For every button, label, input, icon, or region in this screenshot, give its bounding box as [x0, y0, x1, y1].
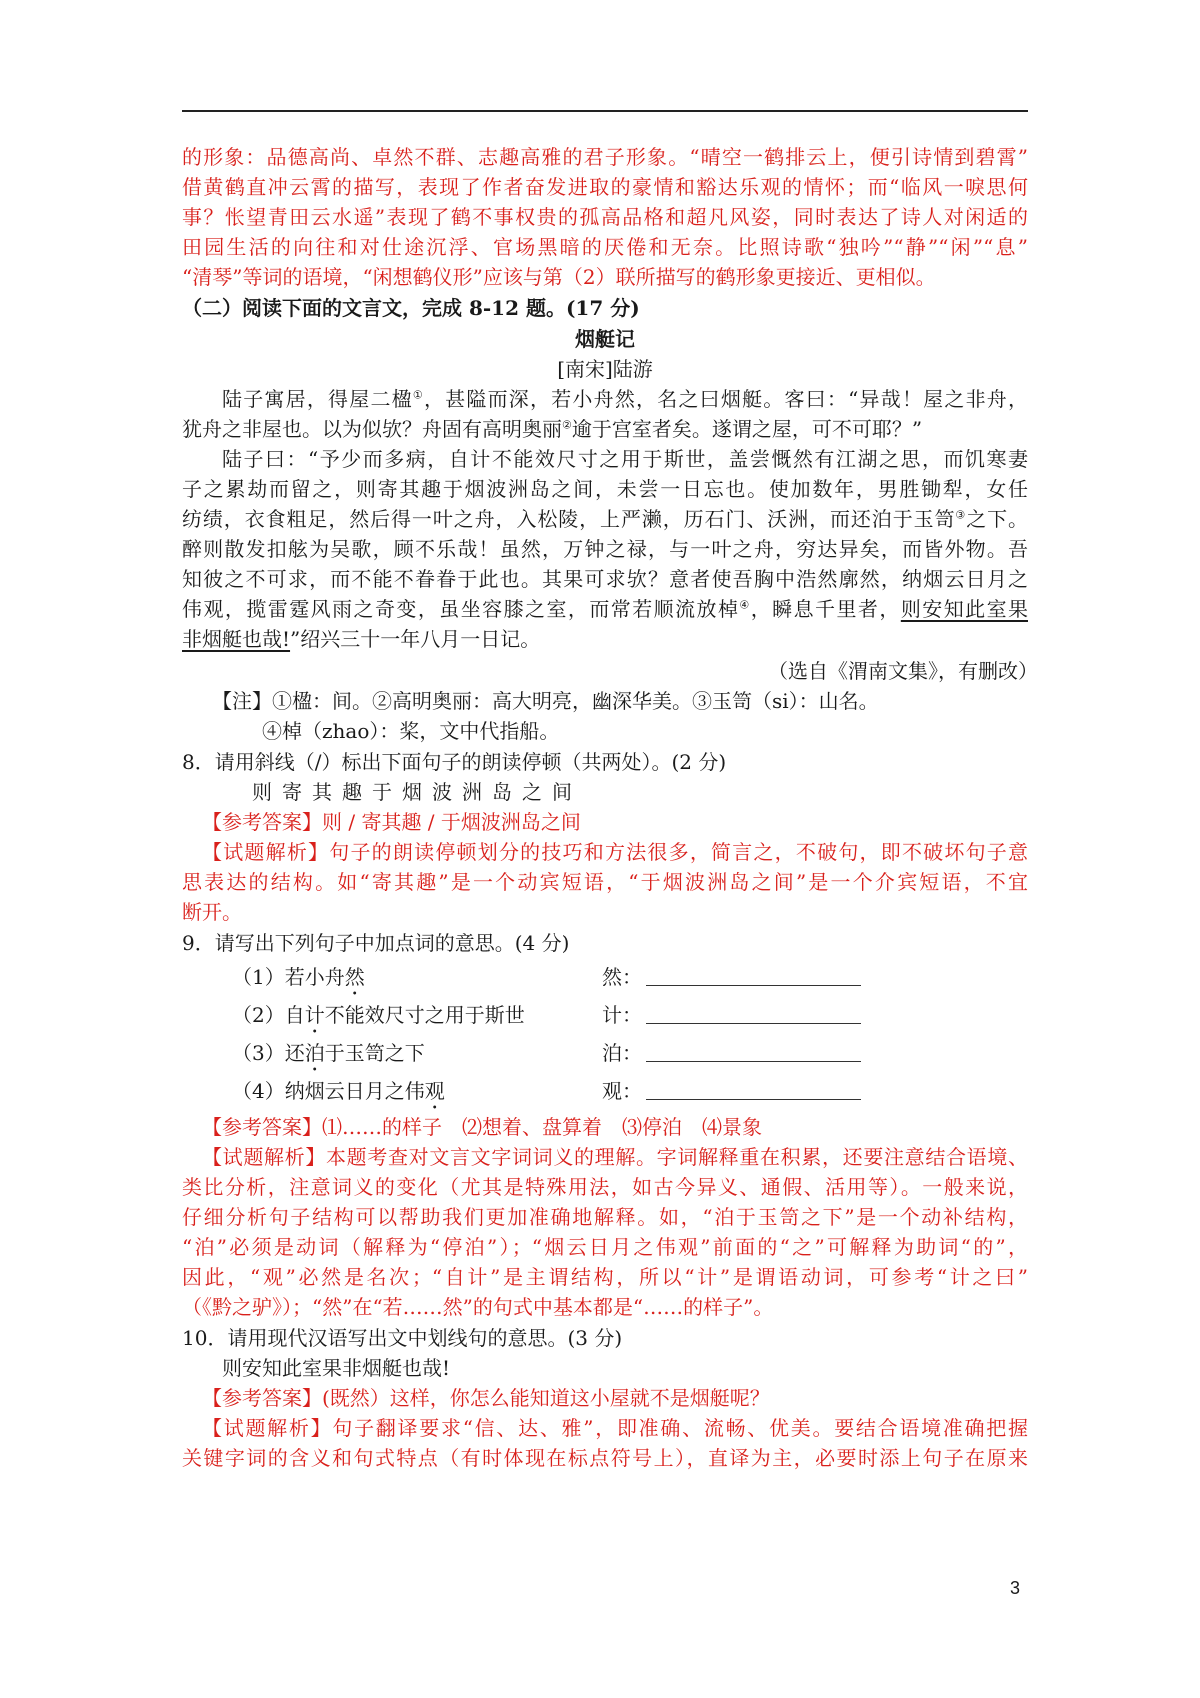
- essay-paragraph-2-line: 陆子曰：“予少而多病，自计不能效尺寸之用于斯世，盖尝慨然有江湖之思，而饥寒妻: [222, 447, 1028, 471]
- question-8-sentence: 则寄其趣于烟波洲岛之间: [252, 780, 582, 804]
- question-10: 10．请用现代汉语写出文中划线句的意思。(3 分): [182, 1326, 623, 1350]
- analysis-9-line: 类比分析，注意词义的变化（尤其是特殊用法，如古今异义、通假、活用等）。一般来说，: [182, 1175, 1028, 1199]
- section-heading: （二）阅读下面的文言文，完成 8-12 题。(17 分): [182, 296, 640, 320]
- intro-line: 借黄鹤直冲云霄的描写，表现了作者奋发进取的豪情和豁达乐观的情怀；而“临风一唳思何: [182, 175, 1028, 199]
- analysis-9-line: 因此，“观”必然是名次；“自计”是主谓结构，所以“计”是谓语动词，可参考“计之曰”: [182, 1265, 1028, 1289]
- essay-paragraph-2-line: 非烟艇也哉!”绍兴三十一年八月一日记。: [182, 627, 541, 651]
- source-citation: （选自《渭南文集》，有删改）: [768, 659, 1038, 683]
- essay-author: [南宋]陆游: [557, 357, 653, 381]
- analysis-9-line: 仔细分析句子结构可以帮助我们更加准确地解释。如，“泊于玉笥之下”是一个动补结构，: [182, 1205, 1028, 1229]
- analysis-8-line: 思表达的结构。如“寄其趣”是一个动宾短语，“于烟波洲岛之间”是一个介宾短语，不宜: [182, 870, 1028, 894]
- essay-paragraph-1-line: 犹舟之非屋也。以为似欤？舟固有高明奥丽②逾于宫室者矣。遂谓之屋，可不可耶？”: [182, 417, 923, 441]
- question-9-answer-field[interactable]: 观：: [602, 1076, 932, 1106]
- question-9-item: （1）若小舟然: [232, 965, 365, 989]
- answer-9: 【参考答案】⑴……的样子 ⑵想着、盘算着 ⑶停泊 ⑷景象: [202, 1115, 762, 1139]
- essay-paragraph-2-line: 子之累劫而留之，则寄其趣于烟波洲岛之间，未尝一日忘也。使加数年，男胜锄犁，女任: [182, 477, 1028, 501]
- notes-line: 【注】①楹：间。②高明奥丽：高大明亮，幽深华美。③玉笥（si）：山名。: [212, 689, 879, 713]
- question-9-item: （3）还泊于玉笥之下: [232, 1041, 425, 1065]
- essay-paragraph-2-line: 知彼之不可求，而不能不眷眷于此也。其果可求欤？意者使吾胸中浩然廓然，纳烟云日月之: [182, 567, 1028, 591]
- analysis-10-line: 关键字词的含义和句式特点（有时体现在标点符号上），直译为主，必要时添上句子在原来: [182, 1446, 1028, 1470]
- analysis-9-line: “泊”必须是动词（解释为“停泊”）；“烟云日月之伟观”前面的“之”可解释为助词“的”，: [182, 1235, 1028, 1259]
- analysis-8-line: 断开。: [182, 900, 242, 924]
- question-9-answer-field[interactable]: 泊：: [602, 1038, 932, 1068]
- essay-paragraph-2-line: 醉则散发扣舷为吴歌，顾不乐哉！虽然，万钟之禄，与一叶之舟，穷达异矣，而皆外物。吾: [182, 537, 1028, 561]
- intro-line: 田园生活的向往和对仕途沉浮、官场黑暗的厌倦和无奈。比照诗歌“独吟”“静”“闲”“息”: [182, 235, 1028, 259]
- notes-line: ④棹（zhao）：桨，文中代指船。: [262, 719, 560, 743]
- underlined-sentence: 则安知此室果: [900, 597, 1028, 621]
- essay-title: 烟艇记: [575, 327, 635, 351]
- question-10-sentence: 则安知此室果非烟艇也哉!: [222, 1356, 451, 1380]
- analysis-9-line: 【试题解析】本题考查对文言文字词词义的理解。字词解释重在积累，还要注意结合语境、: [202, 1145, 1028, 1169]
- analysis-9-line: （《黔之驴》）；“然”在“若……然”的句式中基本都是“……的样子”。: [182, 1295, 774, 1319]
- intro-line: 的形象：品德高尚、卓然不群、志趣高雅的君子形象。“晴空一鹤排云上，便引诗情到碧霄”: [182, 145, 1028, 169]
- intro-line: 事？怅望青田云水遥”表现了鹤不事权贵的孤高品格和超凡风姿，同时表达了诗人对闲适的: [182, 205, 1028, 229]
- essay-paragraph-2-line: 伟观，揽雷霆风雨之奇变，虽坐容膝之室，而常若顺流放棹④，瞬息千里者，则安知此室果: [182, 597, 1028, 621]
- header-rule: [182, 110, 1028, 112]
- essay-paragraph-2-line: 纺绩，衣食粗足，然后得一叶之舟，入松陵，上严濑，历石门、沃洲，而还泊于玉笥③之下。: [182, 507, 1028, 531]
- question-8: 8．请用斜线（/）标出下面句子的朗读停顿（共两处）。(2 分): [182, 750, 727, 774]
- question-9-item: （4）纳烟云日月之伟观: [232, 1079, 445, 1103]
- question-9-answer-field[interactable]: 计：: [602, 1000, 932, 1030]
- question-9: 9．请写出下列句子中加点词的意思。(4 分): [182, 931, 570, 955]
- answer-8: 【参考答案】则 / 寄其趣 / 于烟波洲岛之间: [202, 810, 581, 834]
- intro-line: “清琴”等词的语境，“闲想鹤仪形”应该与第（2）联所描写的鹤形象更接近、更相似。: [182, 265, 936, 289]
- question-9-answer-field[interactable]: 然：: [602, 962, 932, 992]
- answer-10: 【参考答案】(既然）这样，你怎么能知道这小屋就不是烟艇呢？: [202, 1386, 770, 1410]
- analysis-8-line: 【试题解析】句子的朗读停顿划分的技巧和方法很多，简言之，不破句，即不破坏句子意: [202, 840, 1028, 864]
- analysis-10-line: 【试题解析】句子翻译要求“信、达、雅”，即准确、流畅、优美。要结合语境准确把握: [202, 1416, 1028, 1440]
- essay-paragraph-1-line: 陆子寓居，得屋二楹①，甚隘而深，若小舟然，名之曰烟艇。客曰：“异哉！屋之非舟，: [222, 387, 1028, 411]
- question-9-item: （2）自计不能效尺寸之用于斯世: [232, 1003, 525, 1027]
- page-number: 3: [1010, 1578, 1021, 1598]
- underlined-sentence: 非烟艇也哉!: [182, 627, 291, 651]
